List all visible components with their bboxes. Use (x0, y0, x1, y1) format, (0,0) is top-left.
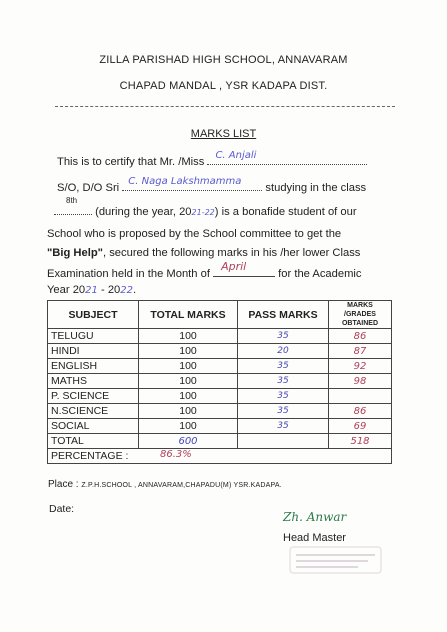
percentage-value: 86.3% (160, 449, 192, 460)
obtained-cell: 518 (329, 434, 392, 449)
headmaster-designation: Head Master (283, 532, 346, 544)
cert-line-6 (47, 260, 362, 280)
total-cell: 100 (139, 329, 238, 344)
subject-cell: MATHS (48, 374, 139, 389)
year-end: 22 (120, 285, 134, 296)
pass-cell: 35 (238, 404, 329, 419)
pass-cell: 20 (238, 344, 329, 359)
cert-line-2-suffix: studying in the class (265, 182, 367, 194)
obtained-cell: 92 (329, 359, 392, 374)
cert-line-3-end: ) is a bonafide student of our (214, 206, 357, 218)
percentage-cell (48, 449, 392, 464)
obtained-cell: 69 (329, 419, 392, 434)
pass-cell: 35 (238, 389, 329, 404)
place-line (48, 479, 282, 490)
student-name: C. Anjali (215, 150, 257, 161)
month-field (213, 260, 275, 277)
father-name-field (122, 176, 262, 191)
pass-cell: 35 (238, 419, 329, 434)
subject-cell: TELUGU (48, 329, 139, 344)
total-cell: 100 (139, 374, 238, 389)
date-label: Date: (49, 503, 75, 515)
student-name-field (207, 150, 367, 165)
total-cell: 100 (139, 404, 238, 419)
month-value: April (221, 260, 247, 273)
cert-line-4: School who is proposed by the School committee to get the (47, 228, 342, 240)
cert-line-7 (47, 284, 136, 296)
cert-line-1-prefix: This is to certify that Mr. /Miss (57, 156, 205, 168)
table-row (48, 374, 392, 389)
table-row (48, 419, 392, 434)
total-cell: 600 (139, 434, 238, 449)
place-label: Place : (48, 479, 79, 490)
header-divider (55, 106, 395, 107)
header-total-marks: TOTAL MARKS (139, 301, 238, 329)
header-marks-obtained: MARKS /GRADES OBTAINED (329, 301, 392, 329)
header-subject: SUBJECT (48, 301, 139, 329)
table-header-row (48, 301, 392, 329)
obtained-cell: 86 (329, 404, 392, 419)
pass-cell: 35 (238, 359, 329, 374)
total-cell: 100 (139, 359, 238, 374)
place-value: Z.P.H.SCHOOL , ANNAVARAM,CHAPADU(M) YSR.KADAPA. (81, 482, 282, 489)
percentage-label: PERCENTAGE : (51, 450, 129, 462)
school-name: ZILLA PARISHAD HIGH SCHOOL, ANNAVARAM (99, 54, 348, 66)
year-mid: - 20 (97, 284, 121, 296)
percentage-row (48, 449, 392, 464)
subject-cell: ENGLISH (48, 359, 139, 374)
father-name: C. Naga Lakshmamma (128, 176, 242, 187)
marks-table (47, 300, 392, 464)
table-row (48, 359, 392, 374)
table-row (48, 329, 392, 344)
cert-line-5-rest: , secured the following marks in his /her lower Class (102, 247, 361, 259)
subject-cell: P. SCIENCE (48, 389, 139, 404)
cert-line-3-text: (during the year, 20 (95, 206, 192, 218)
cert-line-3 (54, 204, 357, 218)
cert-line-5 (47, 247, 360, 259)
headmaster-signature: Zh. Anwar (283, 510, 347, 524)
table-row (48, 404, 392, 419)
year-start: 21 (85, 285, 98, 296)
obtained-cell: 98 (329, 374, 392, 389)
table-row (48, 389, 392, 404)
table-body (48, 329, 392, 464)
district-line: CHAPAD MANDAL , YSR KADAPA DIST. (119, 80, 328, 92)
subject-cell: TOTAL (48, 434, 139, 449)
table-row-total (48, 434, 392, 449)
total-cell: 100 (139, 419, 238, 434)
total-cell: 100 (139, 389, 238, 404)
document-title: MARKS LIST (190, 128, 257, 140)
school-stamp-icon (288, 545, 383, 575)
class-value: 8th (66, 196, 78, 205)
cert-line-6-prefix: Examination held in the Month of (47, 268, 210, 280)
year-fill: 21-22 (191, 208, 215, 217)
pass-cell: 35 (238, 329, 329, 344)
year-prefix: Year 20 (47, 284, 86, 296)
cert-line-6-suffix: for the Academic (278, 268, 362, 280)
subject-cell: SOCIAL (48, 419, 139, 434)
obtained-cell: 86 (329, 329, 392, 344)
cert-line-2 (57, 176, 367, 194)
cert-line-1 (57, 150, 367, 168)
pass-cell: 35 (238, 374, 329, 389)
obtained-cell: 87 (329, 344, 392, 359)
table-row (48, 344, 392, 359)
class-field (54, 204, 92, 215)
total-cell: 100 (139, 344, 238, 359)
big-help-label: "Big Help" (47, 247, 103, 259)
subject-cell: HINDI (48, 344, 139, 359)
cert-line-2-prefix: S/O, D/O Sri (57, 182, 120, 194)
obtained-cell (329, 389, 392, 404)
subject-cell: N.SCIENCE (48, 404, 139, 419)
header-pass-marks: PASS MARKS (238, 301, 329, 329)
year-end-dot: . (133, 284, 137, 296)
pass-cell (238, 434, 329, 449)
